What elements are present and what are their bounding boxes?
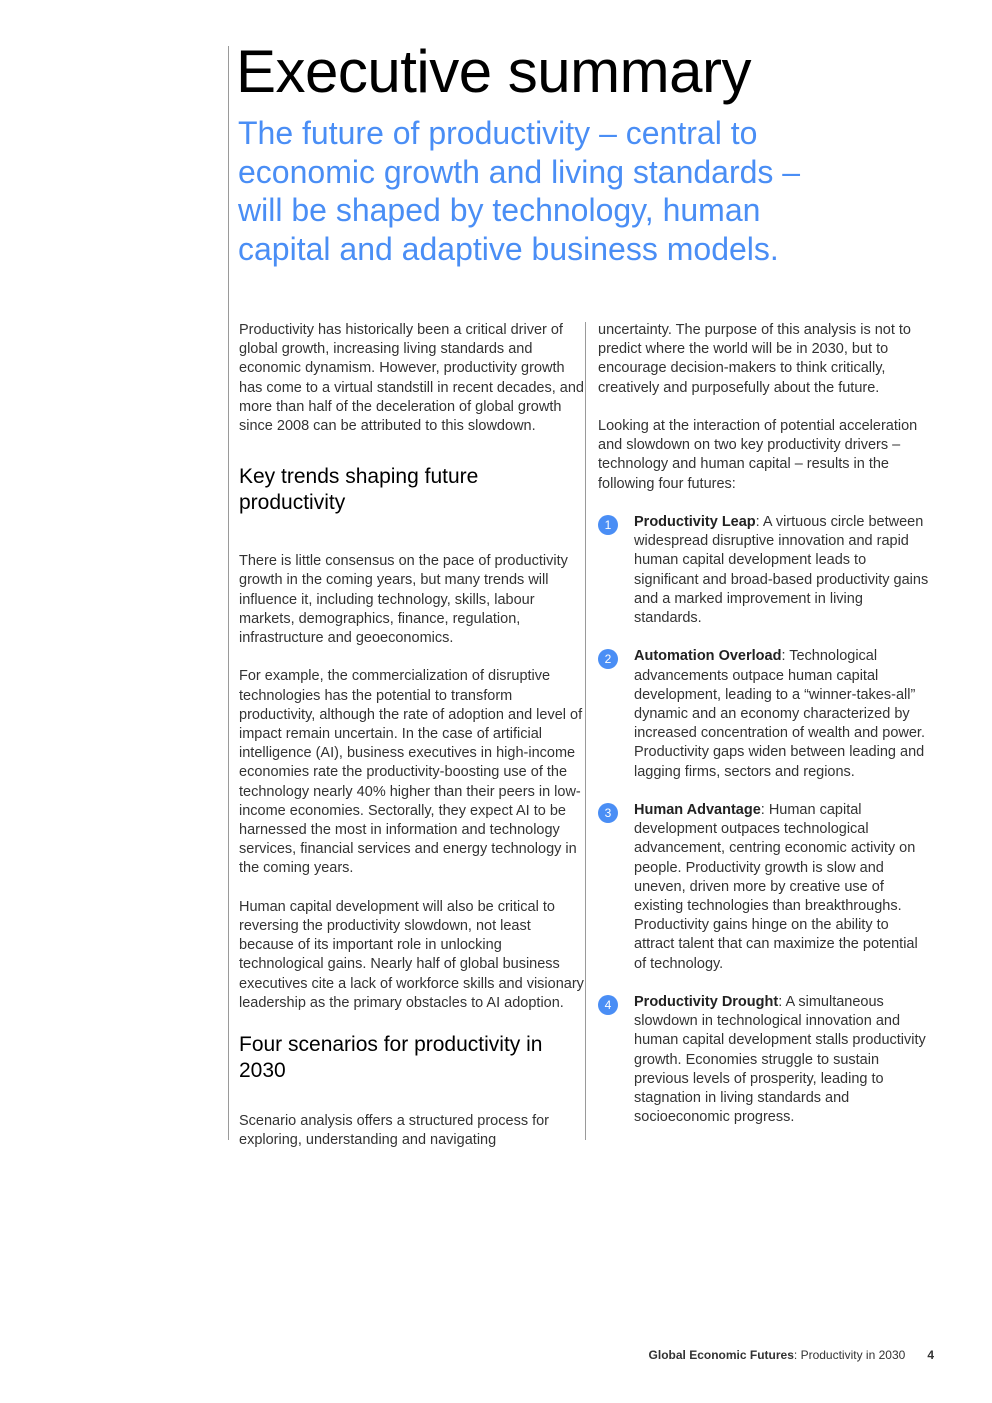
title-rule	[228, 46, 229, 1140]
intro-paragraph: Productivity has historically been a critical driver of global growth, increasing living standards and economic dynamism. However, productivity growth has come to a virtual standstill in recent decades, and more than half of the deceleration of global growth since 2008 can be attributed to this slowdown.	[239, 322, 584, 435]
scenario-number-badge: 2	[598, 649, 618, 669]
scenario-item	[598, 647, 933, 781]
right-column	[598, 321, 933, 1147]
body-paragraph: There is little consensus on the pace of productivity growth in the coming years, but many trends will influence it, including technology, skills, labour markets, demographics, finance, regulation, infrastructure and geoeconomics.	[239, 553, 568, 647]
body-paragraph: Human capital development will also be critical to reversing the productivity slowdown, not least because of its important role in unlocking technological gains. Nearly half of global business executives cite a lack of workforce skills and visionary leadership as the primary obstacles to AI adoption.	[239, 898, 584, 1011]
section-heading-scenarios: Four scenarios for productivity in 2030	[239, 1033, 543, 1083]
scenario-description: : A virtuous circle between widespread disruptive innovation and rapid human capital development leads to significant and broad-based productivity gains and a marked improvement in living standards.	[634, 514, 929, 627]
scenario-number-badge: 4	[598, 995, 618, 1015]
scenario-title: Productivity Drought	[634, 994, 779, 1011]
scenario-title: Human Advantage	[634, 802, 761, 819]
body-paragraph: Scenario analysis offers a structured process for exploring, understanding and navigating	[239, 1113, 550, 1149]
page-number: 4	[927, 1348, 934, 1362]
scenario-number-badge: 1	[598, 515, 618, 535]
scenario-description: : Technological advancements outpace human capital development, leading to a “winner-takes-all” dynamic and an economy characterized by increased concentration of wealth and power. Productivity gaps widen between leading and lagging firms, sectors and regions.	[634, 648, 925, 780]
footer-section: : Productivity in 2030	[793, 1348, 906, 1362]
scenario-item	[598, 513, 933, 628]
section-heading-key-trends: Key trends shaping future productivity	[239, 465, 479, 515]
page-footer	[649, 1348, 934, 1362]
body-paragraph: For example, the commercialization of disruptive technologies has the potential to transform productivity, although the rate of adoption and level of impact remain uncertain. In the case of artificial intelligence (AI), business executives in high-income economies rate the productivity-boosting use of the technology nearly 40% higher than their peers in low-income economies. Sectorally, they expect AI to be harnessed the most in information and technology services, financial services and energy technology in the coming years.	[239, 668, 583, 877]
left-column	[239, 321, 584, 1170]
body-paragraph: Looking at the interaction of potential acceleration and slowdown on two key productivity drivers – technology and human capital – results in the following four futures:	[598, 418, 918, 492]
scenario-item	[598, 993, 933, 1127]
scenario-description: : Human capital development outpaces technological advancement, centring economic activity on people. Productivity growth is slow and uneven, driven more by creative use of existing technologies than breakthroughs. Productivity gains hinge on the ability to attract talent that can maximize the potential of technology.	[634, 802, 918, 972]
scenario-number-badge: 3	[598, 803, 618, 823]
footer-publication: Global Economic Futures	[648, 1348, 794, 1362]
scenario-title: Productivity Leap	[634, 514, 756, 530]
scenario-item	[598, 801, 933, 974]
body-paragraph: uncertainty. The purpose of this analysis is not to predict where the world will be in 2030, but to encourage decision-makers to think critically, creatively and purposefully about the future.	[598, 322, 911, 396]
scenario-title: Automation Overload	[634, 648, 782, 665]
page-subtitle: The future of productivity – central to economic growth and living standards – will be shaped by technology, human capital and adaptive business models.	[238, 115, 801, 267]
page-title: Executive summary	[236, 38, 751, 105]
column-divider	[585, 322, 586, 1140]
scenario-description: : A simultaneous slowdown in technological innovation and human capital development stalls productivity growth. Economies struggle to sustain previous levels of prosperity, leading to stagnation in living standards and socioeconomic progress.	[634, 994, 926, 1126]
